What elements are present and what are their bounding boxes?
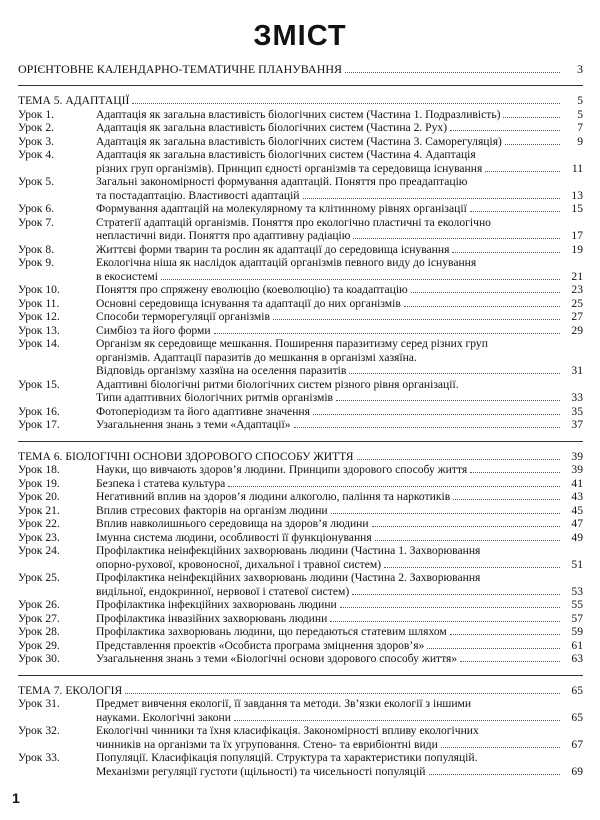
- dot-leader: [470, 463, 560, 473]
- toc-page-number: 5: [577, 107, 583, 121]
- toc-page-number: 61: [571, 638, 583, 652]
- toc-lesson-row[interactable]: [18, 639, 583, 653]
- toc-lesson-text: Загальні закономірності формування адаптацій. Поняття про преадаптацію: [96, 175, 468, 188]
- toc-lesson-text: науками. Екологічні закони: [96, 710, 231, 724]
- toc-lesson-label: Урок 13.: [18, 323, 60, 337]
- dot-leader: [132, 94, 560, 104]
- toc-lesson-body: [96, 378, 583, 405]
- toc-lesson-text: Екологічна ніша як наслідок адаптацій організмів певного виду до існування: [96, 256, 477, 269]
- toc-lesson-row[interactable]: [18, 121, 583, 135]
- toc-page-number: 17: [571, 229, 583, 242]
- toc-page-number: 39: [571, 449, 583, 463]
- toc-page-number: 41: [571, 476, 583, 490]
- toc-lesson-label: Урок 21.: [18, 503, 60, 517]
- dot-leader: [345, 63, 560, 73]
- toc-lesson-text: Профілактика захворювань людини, що передаються статевим шляхом: [96, 625, 447, 638]
- toc-lesson-last-line: [96, 229, 583, 243]
- toc-lesson-text: Екологічні чинники та їхня класифікація. Закономірності впливу екологічних: [96, 724, 479, 737]
- toc-lesson-text: Типи адаптивних біологічних ритмів організмів: [96, 391, 334, 404]
- toc-theme-title: ТЕМА 6. БІОЛОГІЧНІ ОСНОВИ ЗДОРОВОГО СПОСОБУ ЖИТТЯ: [18, 449, 354, 463]
- toc-lesson-last-line: [96, 504, 583, 518]
- toc-lesson-body: [96, 310, 583, 324]
- toc-lesson-label: Урок 7.: [18, 215, 55, 229]
- dot-leader: [427, 639, 560, 649]
- toc-lesson-body: [96, 148, 583, 175]
- toc-lesson-row[interactable]: [18, 324, 583, 338]
- toc-lesson-row[interactable]: [18, 243, 583, 257]
- toc-page-number: 19: [571, 242, 583, 256]
- toc-lesson-row[interactable]: [18, 477, 583, 491]
- toc-lesson-text: Механізми регуляції густоти (щільності) та чисельності популяцій: [96, 764, 426, 778]
- toc-lesson-body: [96, 639, 583, 653]
- toc-lesson-last-line: [96, 612, 583, 626]
- toc-lesson-row[interactable]: [18, 571, 583, 598]
- toc-lesson-label: Урок 19.: [18, 476, 60, 490]
- toc-lesson-row[interactable]: [18, 625, 583, 639]
- toc-lesson-text: непластичні види. Поняття про адаптивну радіацію: [96, 229, 351, 242]
- toc-lesson-last-line: [96, 738, 583, 752]
- toc-lesson-last-line: [96, 477, 583, 491]
- toc-lesson-body: [96, 697, 583, 724]
- dot-leader: [470, 202, 560, 212]
- toc-page-number: 67: [571, 737, 583, 751]
- toc-lesson-row[interactable]: [18, 310, 583, 324]
- toc-lesson-label: Урок 8.: [18, 242, 55, 256]
- toc-lesson-row[interactable]: [18, 751, 583, 778]
- toc-page-number: 53: [571, 584, 583, 598]
- toc-lesson-row[interactable]: [18, 216, 583, 243]
- toc-theme-line: [18, 684, 583, 698]
- toc-lesson-label: Урок 11.: [18, 296, 60, 310]
- toc-lesson-body: [96, 724, 583, 751]
- toc-theme-row[interactable]: [18, 94, 583, 108]
- toc-lesson-label: Урок 33.: [18, 751, 60, 764]
- toc-lesson-body: [96, 108, 583, 122]
- toc-lesson-body: [96, 418, 583, 432]
- toc-lesson-row[interactable]: [18, 418, 583, 432]
- dot-leader: [460, 652, 560, 662]
- toc-lesson-body: [96, 477, 583, 491]
- toc-page-number: 3: [577, 62, 583, 76]
- dot-leader: [411, 283, 560, 293]
- toc-lesson-label: Урок 2.: [18, 121, 55, 134]
- toc-page-number: 69: [571, 764, 583, 778]
- toc-page-number: 65: [571, 710, 583, 724]
- toc-lesson-row[interactable]: [18, 517, 583, 531]
- toc-lesson-text: Відповідь організму хазяїна на оселення паразитів: [96, 364, 347, 377]
- toc-lesson-row[interactable]: [18, 598, 583, 612]
- toc-lesson-last-line: [96, 324, 583, 338]
- toc-lesson-text: Популяції. Класифікація популяцій. Структура та характеристики популяцій.: [96, 751, 478, 764]
- toc-page-number: 27: [571, 310, 583, 323]
- toc-lesson-text: Негативний вплив на здоров’я людини алкоголю, паління та наркотиків: [96, 490, 451, 503]
- toc-page-number: 47: [571, 517, 583, 530]
- toc-lesson-label: Урок 31.: [18, 697, 60, 710]
- toc-lesson-body: [96, 283, 583, 297]
- dot-leader: [303, 189, 561, 199]
- toc-page-number: 33: [571, 391, 583, 404]
- toc-page-number: 59: [571, 625, 583, 638]
- toc-lesson-body: [96, 652, 583, 666]
- dot-leader: [441, 738, 560, 748]
- dot-leader: [503, 108, 560, 118]
- toc-page-number: 15: [571, 202, 583, 215]
- dot-leader: [214, 324, 560, 334]
- toc-lesson-label: Урок 23.: [18, 530, 60, 544]
- dot-leader: [384, 558, 560, 568]
- toc-lesson-label: Урок 26.: [18, 598, 60, 611]
- toc-lesson-text: Профілактика інвазійних захворювань людини: [96, 611, 328, 625]
- dot-leader: [294, 418, 561, 428]
- toc-theme-row[interactable]: [18, 684, 583, 698]
- toc-lesson-body: [96, 544, 583, 571]
- toc-lesson-body: [96, 517, 583, 531]
- toc-page-number: 9: [577, 134, 583, 148]
- toc-lesson-text: Представлення проектів «Особиста програма зміцнення здоров’я»: [96, 638, 425, 652]
- toc-lesson-text: Життєві форми тварин та рослин як адаптації до середовища існування: [96, 242, 450, 256]
- toc-lesson-body: [96, 463, 583, 477]
- toc-lesson-last-line: [96, 243, 583, 257]
- dot-leader: [125, 684, 560, 694]
- toc-lesson-text: Вплив стресових факторів на організм людини: [96, 503, 328, 517]
- toc-lesson-text: Імунна система людини, особливості її функціонування: [96, 530, 372, 544]
- toc-page-number: 51: [571, 557, 583, 571]
- toc-lesson-text: Основні середовища існування та адаптації до них організмів: [96, 296, 401, 310]
- table-of-contents: [18, 62, 583, 778]
- toc-page-number: 29: [571, 323, 583, 337]
- toc-lesson-row[interactable]: [18, 337, 583, 378]
- toc-lesson-body: [96, 175, 583, 202]
- toc-lesson-row[interactable]: [18, 405, 583, 419]
- toc-page-number: 7: [577, 121, 583, 134]
- toc-lesson-body: [96, 135, 583, 149]
- toc-lesson-last-line: [96, 364, 583, 378]
- toc-lesson-last-line: [96, 652, 583, 666]
- dot-leader: [352, 585, 560, 595]
- toc-lesson-text: опорно-рухової, кровоносної, дихальної і травної систем): [96, 557, 382, 571]
- section-divider: [18, 85, 583, 86]
- toc-lesson-row[interactable]: [18, 202, 583, 216]
- toc-lesson-text: Предмет вивчення екології, її завдання та методи. Зв’язки екології з іншими: [96, 697, 472, 710]
- toc-lesson-last-line: [96, 162, 583, 176]
- toc-lesson-body: [96, 625, 583, 639]
- toc-page-number: 49: [571, 530, 583, 544]
- dot-leader: [357, 450, 560, 460]
- toc-lesson-label: Урок 27.: [18, 611, 60, 625]
- toc-lesson-label: Урок 9.: [18, 256, 55, 269]
- toc-lesson-row[interactable]: [18, 256, 583, 283]
- toc-lesson-row[interactable]: [18, 378, 583, 405]
- toc-page-number: 55: [571, 598, 583, 611]
- toc-lesson-label: Урок 1.: [18, 107, 55, 121]
- toc-lesson-last-line: [96, 270, 583, 284]
- dot-leader: [372, 517, 560, 527]
- dot-leader: [228, 477, 560, 487]
- dot-leader: [505, 135, 560, 145]
- toc-lesson-text: Адаптація як загальна властивість біологічних систем (Частина 1. Подразливість): [96, 107, 501, 121]
- toc-lesson-body: [96, 324, 583, 338]
- toc-lesson-last-line: [96, 490, 583, 504]
- toc-lesson-body: [96, 256, 583, 283]
- toc-lesson-last-line: [96, 121, 583, 135]
- toc-lesson-row[interactable]: [18, 108, 583, 122]
- toc-lesson-last-line: [96, 639, 583, 653]
- toc-lesson-label: Урок 18.: [18, 463, 60, 476]
- toc-lesson-text: Узагальнення знань з теми «Біологічні основи здорового способу життя»: [96, 652, 458, 665]
- dot-leader: [336, 391, 560, 401]
- toc-lesson-label: Урок 6.: [18, 202, 55, 215]
- toc-lesson-label: Урок 14.: [18, 337, 60, 350]
- toc-lesson-last-line: [96, 297, 583, 311]
- toc-lesson-row[interactable]: [18, 504, 583, 518]
- toc-lesson-body: [96, 612, 583, 626]
- toc-lesson-text: Симбіоз та його форми: [96, 323, 211, 337]
- toc-lesson-text: Вплив навколишнього середовища на здоров’я людини: [96, 517, 369, 530]
- toc-page-number: 31: [571, 364, 583, 377]
- toc-lesson-row[interactable]: [18, 612, 583, 626]
- toc-lesson-text: Адаптація як загальна властивість біологічних систем (Частина 2. Рух): [96, 121, 448, 134]
- toc-page-number: 25: [571, 296, 583, 310]
- toc-lesson-label: Урок 24.: [18, 544, 60, 557]
- toc-lesson-last-line: [96, 283, 583, 297]
- toc-lesson-row[interactable]: [18, 652, 583, 666]
- toc-lesson-label: Урок 20.: [18, 490, 60, 503]
- toc-lesson-body: [96, 337, 583, 378]
- toc-lesson-text: в екосистемі: [96, 269, 158, 283]
- toc-lesson-row[interactable]: [18, 283, 583, 297]
- toc-lesson-text: видільної, ендокринної, нервової і статевої систем): [96, 584, 350, 598]
- toc-lesson-last-line: [96, 625, 583, 639]
- toc-lesson-row[interactable]: [18, 175, 583, 202]
- toc-lesson-label: Урок 5.: [18, 175, 55, 188]
- dot-leader: [313, 405, 560, 415]
- toc-lesson-last-line: [96, 711, 583, 725]
- toc-lesson-label: Урок 16.: [18, 404, 60, 418]
- toc-lesson-label: Урок 25.: [18, 571, 60, 584]
- toc-lesson-label: Урок 15.: [18, 377, 60, 391]
- toc-lesson-body: [96, 216, 583, 243]
- dot-leader: [349, 364, 560, 374]
- toc-page-number: 45: [571, 503, 583, 517]
- toc-page-number: 65: [571, 683, 583, 697]
- toc-theme-line: [18, 450, 583, 464]
- dot-leader: [330, 612, 560, 622]
- toc-lesson-text: Адаптація як загальна властивість біологічних систем (Частина 3. Саморегуляція): [96, 134, 502, 148]
- toc-theme-line: [18, 94, 583, 108]
- toc-lesson-last-line: [96, 405, 583, 419]
- section-divider: [18, 441, 583, 442]
- toc-lesson-body: [96, 121, 583, 135]
- toc-lesson-text: Безпека і статева культура: [96, 476, 226, 490]
- toc-page-number: 37: [571, 418, 583, 431]
- dot-leader: [429, 765, 560, 775]
- toc-lesson-text: Формування адаптацій на молекулярному та клітинному рівнях організації: [96, 202, 467, 215]
- toc-lesson-label: Урок 17.: [18, 418, 60, 431]
- toc-page-number: 43: [571, 490, 583, 503]
- toc-page-number: 11: [571, 161, 583, 175]
- toc-lesson-body: [96, 405, 583, 419]
- toc-lesson-last-line: [96, 310, 583, 324]
- toc-lesson-text: організмів. Адаптації паразитів до мешкання в організмі хазяїна.: [96, 350, 417, 364]
- toc-lesson-text: Адаптація як загальна властивість біологічних систем (Частина 4. Адаптація: [96, 148, 476, 161]
- toc-lesson-last-line: [96, 558, 583, 572]
- toc-lesson-row[interactable]: [18, 148, 583, 175]
- toc-page-number: 21: [571, 269, 583, 283]
- toc-lesson-label: Урок 30.: [18, 652, 60, 665]
- toc-lesson-body: [96, 243, 583, 257]
- toc-lesson-text: та постадаптацію. Властивості адаптацій: [96, 188, 300, 202]
- toc-page-number: 35: [571, 404, 583, 418]
- toc-lesson-row[interactable]: [18, 297, 583, 311]
- toc-lesson-body: [96, 531, 583, 545]
- toc-page-number: 63: [571, 652, 583, 665]
- toc-lesson-label: Урок 4.: [18, 148, 55, 161]
- toc-lesson-text: Організм як середовище мешкання. Поширення паразитизму серед різних груп: [96, 337, 488, 350]
- toc-lesson-label: Урок 10.: [18, 283, 60, 296]
- toc-lesson-body: [96, 297, 583, 311]
- toc-lesson-row[interactable]: [18, 135, 583, 149]
- toc-lesson-last-line: [96, 765, 583, 779]
- toc-lesson-last-line: [96, 463, 583, 477]
- toc-lesson-last-line: [96, 585, 583, 599]
- toc-lesson-text: Стратегії адаптацій організмів. Поняття про екологічно пластичні та екологічно: [96, 215, 491, 229]
- toc-lesson-text: чинників на організми та їх угруповання. Стено- та еврибіонтні види: [96, 737, 438, 751]
- toc-lesson-body: [96, 598, 583, 612]
- toc-page-number: 39: [571, 463, 583, 476]
- toc-lesson-text: Фотоперіодизм та його адаптивне значення: [96, 404, 310, 418]
- dot-leader: [161, 270, 560, 280]
- toc-lesson-text: Узагальнення знань з теми «Адаптації»: [96, 418, 291, 431]
- toc-lesson-row[interactable]: [18, 531, 583, 545]
- toc-lesson-label: Урок 12.: [18, 310, 60, 323]
- toc-lesson-text: Профілактика неінфекційних захворювань людини (Частина 2. Захворювання: [96, 571, 481, 584]
- toc-intro-text: ОРІЄНТОВНЕ КАЛЕНДАРНО-ТЕМАТИЧНЕ ПЛАНУВАННЯ: [18, 62, 343, 76]
- dot-leader: [450, 121, 560, 131]
- toc-lesson-text: різних груп організмів). Принцип єдності організмів та середовища існування: [96, 161, 483, 175]
- toc-lesson-last-line: [96, 418, 583, 432]
- toc-theme-title: ТЕМА 7. ЕКОЛОГІЯ: [18, 683, 123, 697]
- dot-leader: [340, 598, 560, 608]
- toc-theme-body: [18, 94, 583, 108]
- toc-lesson-row[interactable]: [18, 490, 583, 504]
- toc-theme-body: [18, 450, 583, 464]
- toc-lesson-last-line: [96, 202, 583, 216]
- toc-lesson-label: Урок 3.: [18, 134, 55, 148]
- dot-leader: [273, 310, 560, 320]
- toc-page-number: 13: [571, 188, 583, 202]
- toc-lesson-last-line: [96, 391, 583, 405]
- toc-theme-row[interactable]: [18, 450, 583, 464]
- toc-lesson-row[interactable]: [18, 463, 583, 477]
- toc-lesson-row[interactable]: [18, 544, 583, 571]
- toc-lesson-row[interactable]: [18, 724, 583, 751]
- toc-page-number: 5: [577, 94, 583, 107]
- toc-lesson-body: [96, 490, 583, 504]
- toc-lesson-text: Адаптивні біологічні ритми біологічних систем різного рівня організації.: [96, 377, 459, 391]
- toc-lesson-body: [96, 202, 583, 216]
- toc-intro-row[interactable]: [18, 62, 583, 76]
- dot-leader: [375, 531, 560, 541]
- toc-lesson-text: Профілактика інфекційних захворювань людини: [96, 598, 337, 611]
- dot-leader: [452, 243, 560, 253]
- page-title: ЗМІСТ: [253, 20, 347, 52]
- toc-lesson-last-line: [96, 598, 583, 612]
- page-number: 1: [12, 790, 20, 806]
- toc-lesson-last-line: [96, 517, 583, 531]
- toc-lesson-label: Урок 32.: [18, 724, 60, 737]
- toc-lesson-text: Способи терморегуляції організмів: [96, 310, 270, 323]
- toc-lesson-text: Науки, що вивчають здоров’я людини. Принципи здорового способу життя: [96, 463, 468, 476]
- toc-lesson-last-line: [96, 108, 583, 122]
- toc-lesson-label: Урок 28.: [18, 625, 60, 638]
- toc-lesson-text: Поняття про спряжену еволюцію (коеволюцію) та коадаптацію: [96, 283, 408, 296]
- dot-leader: [485, 162, 560, 172]
- dot-leader: [234, 711, 560, 721]
- toc-lesson-body: [96, 571, 583, 598]
- toc-lesson-label: Урок 22.: [18, 517, 60, 530]
- toc-lesson-last-line: [96, 135, 583, 149]
- toc-theme-title: ТЕМА 5. АДАПТАЦІЇ: [18, 94, 130, 107]
- toc-page-number: 23: [571, 283, 583, 296]
- section-divider: [18, 675, 583, 676]
- toc-lesson-row[interactable]: [18, 697, 583, 724]
- toc-theme-body: [18, 684, 583, 698]
- dot-leader: [453, 490, 560, 500]
- toc-lesson-body: [96, 504, 583, 518]
- toc-lesson-last-line: [96, 531, 583, 545]
- toc-lesson-text: Профілактика неінфекційних захворювань людини (Частина 1. Захворювання: [96, 544, 481, 557]
- toc-page-number: 57: [571, 611, 583, 625]
- dot-leader: [404, 297, 560, 307]
- toc-lesson-label: Урок 29.: [18, 638, 60, 652]
- dot-leader: [353, 229, 560, 239]
- dot-leader: [331, 504, 560, 514]
- dot-leader: [450, 625, 560, 635]
- toc-lesson-last-line: [96, 189, 583, 203]
- toc-lesson-body: [96, 751, 583, 778]
